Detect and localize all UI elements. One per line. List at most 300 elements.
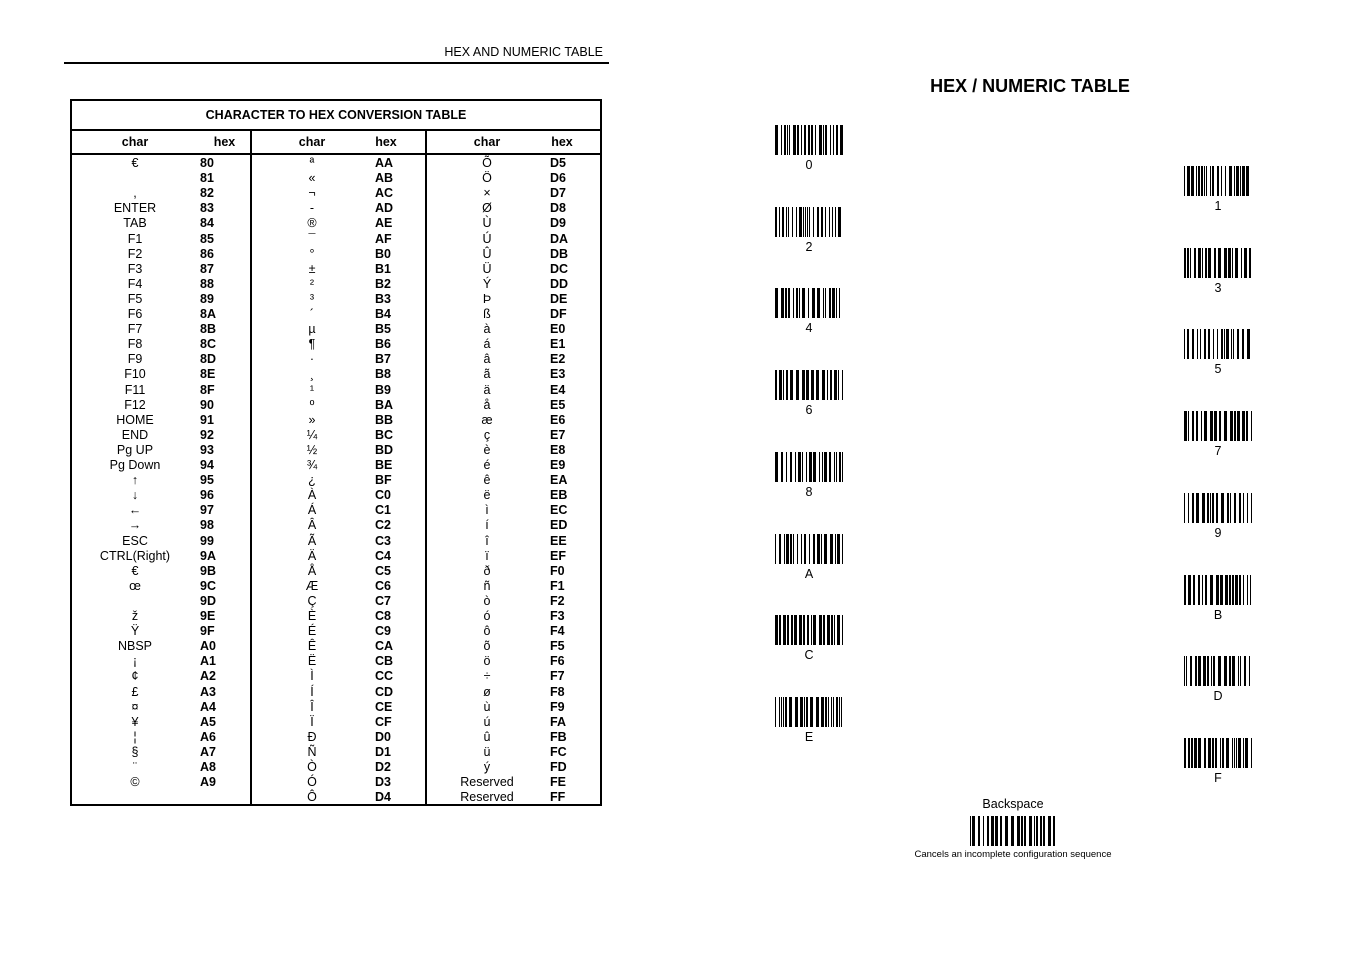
barcode-bar (1242, 166, 1245, 196)
backspace-barcode (900, 797, 1126, 860)
barcode-bar (836, 125, 838, 155)
barcode-bar (797, 125, 799, 155)
barcode-bar (1232, 248, 1233, 278)
barcode-label: 9 (1214, 525, 1222, 540)
barcode-bar (1184, 493, 1185, 523)
barcode-bar (832, 207, 833, 237)
char-cell: F12 (124, 397, 146, 412)
barcode-bar (1196, 411, 1198, 441)
barcode-bar (817, 288, 820, 318)
char-cell: ß (483, 307, 491, 321)
barcode-bar (1196, 166, 1197, 196)
hex-cell: EF (550, 548, 566, 563)
barcode-bar (1236, 738, 1237, 768)
barcode-bar (824, 534, 827, 564)
barcode-bars (1184, 411, 1252, 441)
barcode-bar (1208, 738, 1211, 768)
hex-barcode-E (774, 697, 844, 744)
char-cell: » (308, 412, 316, 427)
hex-barcode-F (1183, 738, 1253, 785)
hex-cell: 8F (200, 382, 215, 397)
char-cell: ENTER (113, 201, 157, 216)
hex-cell: BE (375, 458, 393, 472)
barcode-bar (983, 816, 984, 846)
barcode-bar (806, 452, 807, 482)
barcode-bar (1204, 166, 1205, 196)
barcode-bar (1205, 248, 1207, 278)
char-cell: Þ (482, 291, 492, 306)
barcode-bar (1202, 493, 1205, 523)
barcode-bar (786, 534, 789, 564)
char-cell: À (307, 488, 317, 503)
barcode-bar (1221, 329, 1223, 359)
barcode-bar (841, 697, 842, 727)
barcode-bar (1239, 575, 1241, 605)
hex-cell: C6 (375, 578, 391, 593)
barcode-label: 2 (805, 239, 813, 254)
barcode-bar (1188, 411, 1189, 441)
barcode-bar (1190, 656, 1192, 686)
hex-cell: C5 (375, 563, 391, 578)
hex-cell: 81 (200, 171, 214, 186)
barcode-bar (1225, 166, 1226, 196)
hex-cell: E2 (550, 352, 566, 367)
char-cell: Ú (482, 231, 492, 246)
barcode-bar (819, 452, 820, 482)
barcode-bar (821, 697, 824, 727)
barcode-bar (823, 125, 824, 155)
char-cell: F7 (127, 322, 143, 337)
hex-cell: 80 (200, 156, 214, 170)
barcode-bar (1242, 411, 1245, 441)
barcode-bar (792, 207, 793, 237)
barcode-bar (829, 207, 830, 237)
barcode-bar (819, 125, 822, 155)
barcode-bar (1204, 329, 1206, 359)
barcode-bar (1048, 816, 1051, 846)
barcode-bar (775, 125, 778, 155)
hex-cell: CF (375, 714, 392, 729)
barcode-label: F (1214, 770, 1222, 785)
hex-barcode-A (774, 534, 844, 581)
hex-cell: A2 (200, 669, 216, 684)
barcode-bar (795, 452, 796, 482)
char-cell: § (131, 744, 139, 759)
hex-barcode-2 (774, 207, 844, 254)
hex-cell: 89 (200, 291, 214, 306)
barcode-bar (839, 288, 840, 318)
hex-cell: B5 (375, 322, 391, 337)
barcode-label: 5 (1214, 362, 1222, 377)
hex-cell: DF (550, 307, 567, 321)
barcode-bar (1201, 166, 1203, 196)
barcode-bar (812, 288, 815, 318)
barcode-bar (1240, 166, 1241, 196)
barcode-bar (823, 615, 825, 645)
barcode-bar (784, 534, 785, 564)
barcode-bar (809, 452, 812, 482)
char-cell: F11 (124, 382, 146, 397)
barcode-bar (1222, 738, 1224, 768)
barcode-bar (1192, 493, 1194, 523)
barcode-bar (819, 615, 822, 645)
hex-cell: DD (550, 276, 569, 291)
hex-cell: F4 (550, 624, 565, 639)
barcode-bar (827, 370, 828, 400)
conversion-table-header (72, 131, 600, 155)
char-cell: ì (485, 503, 489, 518)
hex-cell: E9 (550, 458, 566, 472)
barcode-label: 4 (805, 321, 813, 336)
barcode-bar (781, 697, 782, 727)
hex-cell: A6 (200, 729, 216, 744)
barcode-bar (1224, 656, 1227, 686)
char-cell: ë (483, 488, 491, 503)
barcode-bar (842, 534, 843, 564)
barcode-bar (829, 452, 831, 482)
char-cell: Æ (305, 578, 319, 593)
hex-cell: CB (375, 654, 394, 669)
hex-cell: FB (550, 729, 567, 744)
barcode-bar (1235, 575, 1238, 605)
barcode-bar (793, 125, 796, 155)
char-cell: Reserved (460, 775, 514, 790)
barcode-bar (1184, 411, 1187, 441)
hex-cell: E7 (550, 427, 566, 442)
barcode-bar (783, 615, 786, 645)
hex-cell: F9 (550, 699, 565, 714)
barcode-bar (830, 125, 831, 155)
hex-cell: FC (550, 744, 567, 759)
hex-cell: CE (375, 699, 393, 714)
hex-cell: D9 (550, 216, 566, 231)
hex-cell: 8A (200, 307, 216, 321)
barcode-bar (804, 534, 806, 564)
barcode-bar (1196, 493, 1199, 523)
hex-cell: 92 (200, 427, 214, 442)
char-cell: à (483, 322, 491, 337)
barcode-bar (795, 697, 798, 727)
hex-cell: F5 (550, 639, 565, 654)
barcode-bar (817, 207, 819, 237)
barcode-bar (836, 288, 837, 318)
hex-cell: FE (550, 775, 566, 790)
char-cell: Ë (307, 654, 317, 669)
char-cell: ù (483, 699, 491, 714)
barcode-bar (808, 288, 809, 318)
barcode-bar (782, 207, 784, 237)
barcode-bar (813, 534, 815, 564)
barcode-bar (1239, 493, 1241, 523)
char-cell: â (483, 352, 491, 367)
hex-cell: 9F (200, 624, 215, 639)
barcode-bar (775, 207, 777, 237)
hex-cell: ED (550, 518, 568, 533)
barcode-bar (785, 288, 787, 318)
barcode-bar (1034, 816, 1035, 846)
barcode-bar (1198, 575, 1200, 605)
char-cell: õ (483, 639, 491, 654)
barcode-bar (1238, 738, 1241, 768)
barcode-bar (1198, 656, 1201, 686)
hex-cell: B1 (375, 261, 391, 276)
col-header-char: char (298, 135, 326, 149)
barcode-bar (1188, 575, 1191, 605)
barcode-bar (1224, 411, 1227, 441)
barcode-bar (1217, 329, 1218, 359)
hex-cell: C2 (375, 518, 391, 533)
char-cell: Î (310, 699, 314, 714)
barcode-bar (796, 207, 797, 237)
page-header-title: HEX AND NUMERIC TABLE (444, 45, 603, 59)
barcode-bar (775, 534, 776, 564)
backspace-description: Cancels an incomplete configuration sequence (914, 849, 1112, 860)
char-cell: È (307, 609, 317, 623)
barcode-bars (1184, 166, 1252, 196)
barcode-bar (1236, 166, 1239, 196)
barcode-bar (1218, 248, 1221, 278)
barcode-bars (1184, 656, 1252, 686)
barcode-bar (978, 816, 980, 846)
char-cell: ¸ (309, 367, 315, 382)
barcode-bar (1234, 411, 1236, 441)
barcode-bar (1208, 248, 1211, 278)
char-cell: æ (481, 412, 493, 427)
barcode-bar (808, 125, 810, 155)
char-cell: é (483, 458, 491, 472)
hex-cell: C7 (375, 593, 391, 608)
barcode-bar (838, 207, 841, 237)
char-cell: → (128, 518, 142, 533)
hex-cell: 93 (200, 442, 214, 457)
char-cell: ò (483, 593, 491, 608)
barcode-bar (1235, 248, 1238, 278)
barcode-bar (1229, 166, 1232, 196)
barcode-bar (1198, 738, 1201, 768)
barcode-bar (794, 615, 797, 645)
barcode-bar (1244, 656, 1246, 686)
barcode-bar (831, 697, 832, 727)
barcode-bar (821, 207, 823, 237)
hex-barcode-7 (1183, 411, 1253, 458)
barcode-bar (802, 452, 803, 482)
char-cell: ø (483, 684, 491, 699)
barcode-bar (1036, 816, 1038, 846)
char-cell: ³ (309, 291, 315, 306)
hex-cell: 86 (200, 246, 214, 261)
hex-cell: E3 (550, 367, 566, 382)
barcode-bar (1230, 411, 1233, 441)
barcode-bar (1243, 738, 1244, 768)
char-cell: ¤ (131, 699, 139, 714)
hex-cell: A8 (200, 760, 216, 774)
char-cell: ¨ (132, 760, 138, 774)
barcode-bar (825, 697, 827, 727)
char-cell: F9 (127, 352, 143, 367)
barcode-bar (1198, 248, 1201, 278)
barcode-bar (796, 288, 798, 318)
barcode-bars (1184, 575, 1252, 605)
char-cell: F2 (127, 246, 143, 261)
char-cell: ü (483, 744, 491, 759)
hex-cell: BC (375, 427, 394, 442)
barcode-bar (1192, 329, 1194, 359)
barcode-bar (775, 697, 776, 727)
char-cell: F8 (127, 337, 143, 352)
hex-cell: 9C (200, 578, 216, 593)
hex-cell: A4 (200, 699, 216, 714)
hex-cell: E1 (550, 337, 566, 352)
barcode-bar (1249, 248, 1251, 278)
char-cell: Ñ (307, 744, 317, 759)
barcode-bar (1188, 738, 1190, 768)
hex-cell: C0 (375, 488, 391, 503)
page-header (64, 44, 609, 64)
barcode-bar (1207, 493, 1209, 523)
barcode-bar (785, 697, 787, 727)
barcode-bar (833, 125, 834, 155)
hex-cell: A7 (200, 744, 216, 759)
barcode-bar (1246, 411, 1248, 441)
barcode-bar (1232, 656, 1235, 686)
col-header-hex: hex (213, 135, 236, 149)
barcode-bar (1226, 738, 1229, 768)
barcode-bar (783, 370, 784, 400)
barcode-bar (836, 452, 837, 482)
char-cell: Ð (307, 729, 317, 744)
barcode-bar (781, 125, 782, 155)
char-cell: Ô (307, 790, 317, 805)
char-cell: ¡ (132, 654, 138, 669)
hex-cell: 84 (200, 216, 214, 231)
char-cell: ¹ (309, 382, 315, 397)
barcode-bar (797, 534, 798, 564)
char-cell: TAB (123, 216, 147, 231)
barcode-bar (838, 370, 839, 400)
barcode-bars (775, 125, 843, 155)
barcode-bar (1218, 656, 1221, 686)
barcode-bar (1184, 738, 1186, 768)
barcode-bar (1228, 248, 1231, 278)
char-cell: û (483, 729, 491, 744)
barcode-bar (828, 697, 829, 727)
hex-cell: 90 (200, 397, 214, 412)
barcode-bar (837, 534, 840, 564)
char-cell: ¼ (306, 427, 318, 442)
barcode-bar (1247, 493, 1248, 523)
char-cell: , (133, 186, 137, 201)
hex-cell: 8D (200, 352, 216, 367)
barcode-label: 8 (805, 484, 813, 499)
char-cell: ý (483, 760, 491, 774)
barcode-bar (788, 207, 789, 237)
hex-cell: DE (550, 291, 568, 306)
barcode-bar (1011, 816, 1014, 846)
barcode-bar (1021, 816, 1023, 846)
char-cell: Ã (307, 533, 317, 548)
char-cell: ñ (483, 578, 491, 593)
char-cell: Ì (310, 669, 314, 684)
hex-cell: 9A (200, 548, 216, 563)
char-cell: ¯ (308, 231, 316, 246)
char-cell: ¢ (131, 669, 139, 684)
barcode-bar (775, 288, 778, 318)
col-header-char: char (473, 135, 501, 149)
barcode-bar (833, 697, 834, 727)
barcode-bar (823, 288, 824, 318)
hex-barcode-B (1183, 575, 1253, 622)
char-cell: ó (483, 609, 491, 623)
barcode-bar (784, 125, 786, 155)
barcode-bar (987, 816, 989, 846)
char-cell: F3 (127, 261, 143, 276)
barcode-label: 0 (805, 158, 813, 172)
barcode-label: E (804, 729, 814, 744)
char-cell: ¬ (308, 186, 316, 201)
barcode-bar (804, 125, 806, 155)
hex-cell: AE (375, 216, 393, 231)
barcode-bar (1229, 656, 1231, 686)
barcode-bar (1184, 656, 1185, 686)
barcode-bar (1210, 166, 1211, 196)
barcode-bar (1198, 166, 1200, 196)
barcode-bar (1210, 493, 1211, 523)
barcode-bar (806, 370, 809, 400)
char-cell: ª (309, 156, 315, 170)
char-cell: Ö (482, 171, 492, 186)
barcode-bar (779, 207, 780, 237)
hex-barcode-3 (1183, 248, 1253, 295)
barcode-bar (1243, 575, 1244, 605)
barcode-bar (793, 288, 794, 318)
char-cell: ® (307, 216, 317, 231)
hex-barcode-C (774, 615, 844, 662)
barcode-bar (807, 207, 808, 237)
barcode-bar (1221, 493, 1224, 523)
hex-barcode-6 (774, 370, 844, 417)
barcode-bar (1213, 656, 1215, 686)
hex-cell: CD (375, 684, 394, 699)
char-cell: ESC (122, 533, 148, 548)
char-cell: ç (483, 427, 491, 442)
char-cell: F6 (127, 307, 143, 321)
hex-cell: F3 (550, 609, 565, 623)
barcode-bar (821, 534, 822, 564)
barcode-bar (825, 125, 827, 155)
hex-cell: 91 (200, 412, 214, 427)
hex-cell: A9 (200, 775, 216, 790)
barcode-bar (1053, 816, 1055, 846)
char-cell: F4 (127, 276, 143, 291)
barcode-bar (811, 370, 814, 400)
hex-cell: 94 (200, 458, 214, 472)
hex-cell: C4 (375, 548, 391, 563)
barcode-bar (786, 207, 787, 237)
barcode-bar (783, 697, 784, 727)
barcode-bar (830, 534, 833, 564)
hex-cell: 8E (200, 367, 216, 382)
barcode-bar (790, 452, 792, 482)
col-header-char: char (121, 135, 149, 149)
barcode-bar (1187, 329, 1189, 359)
barcode-bar (842, 370, 843, 400)
char-cell: ö (483, 654, 491, 669)
char-cell: ´ (309, 307, 315, 321)
barcode-bar (1191, 166, 1194, 196)
hex-cell: F6 (550, 654, 565, 669)
hex-barcode-0 (774, 125, 844, 172)
barcode-bar (1210, 411, 1213, 441)
